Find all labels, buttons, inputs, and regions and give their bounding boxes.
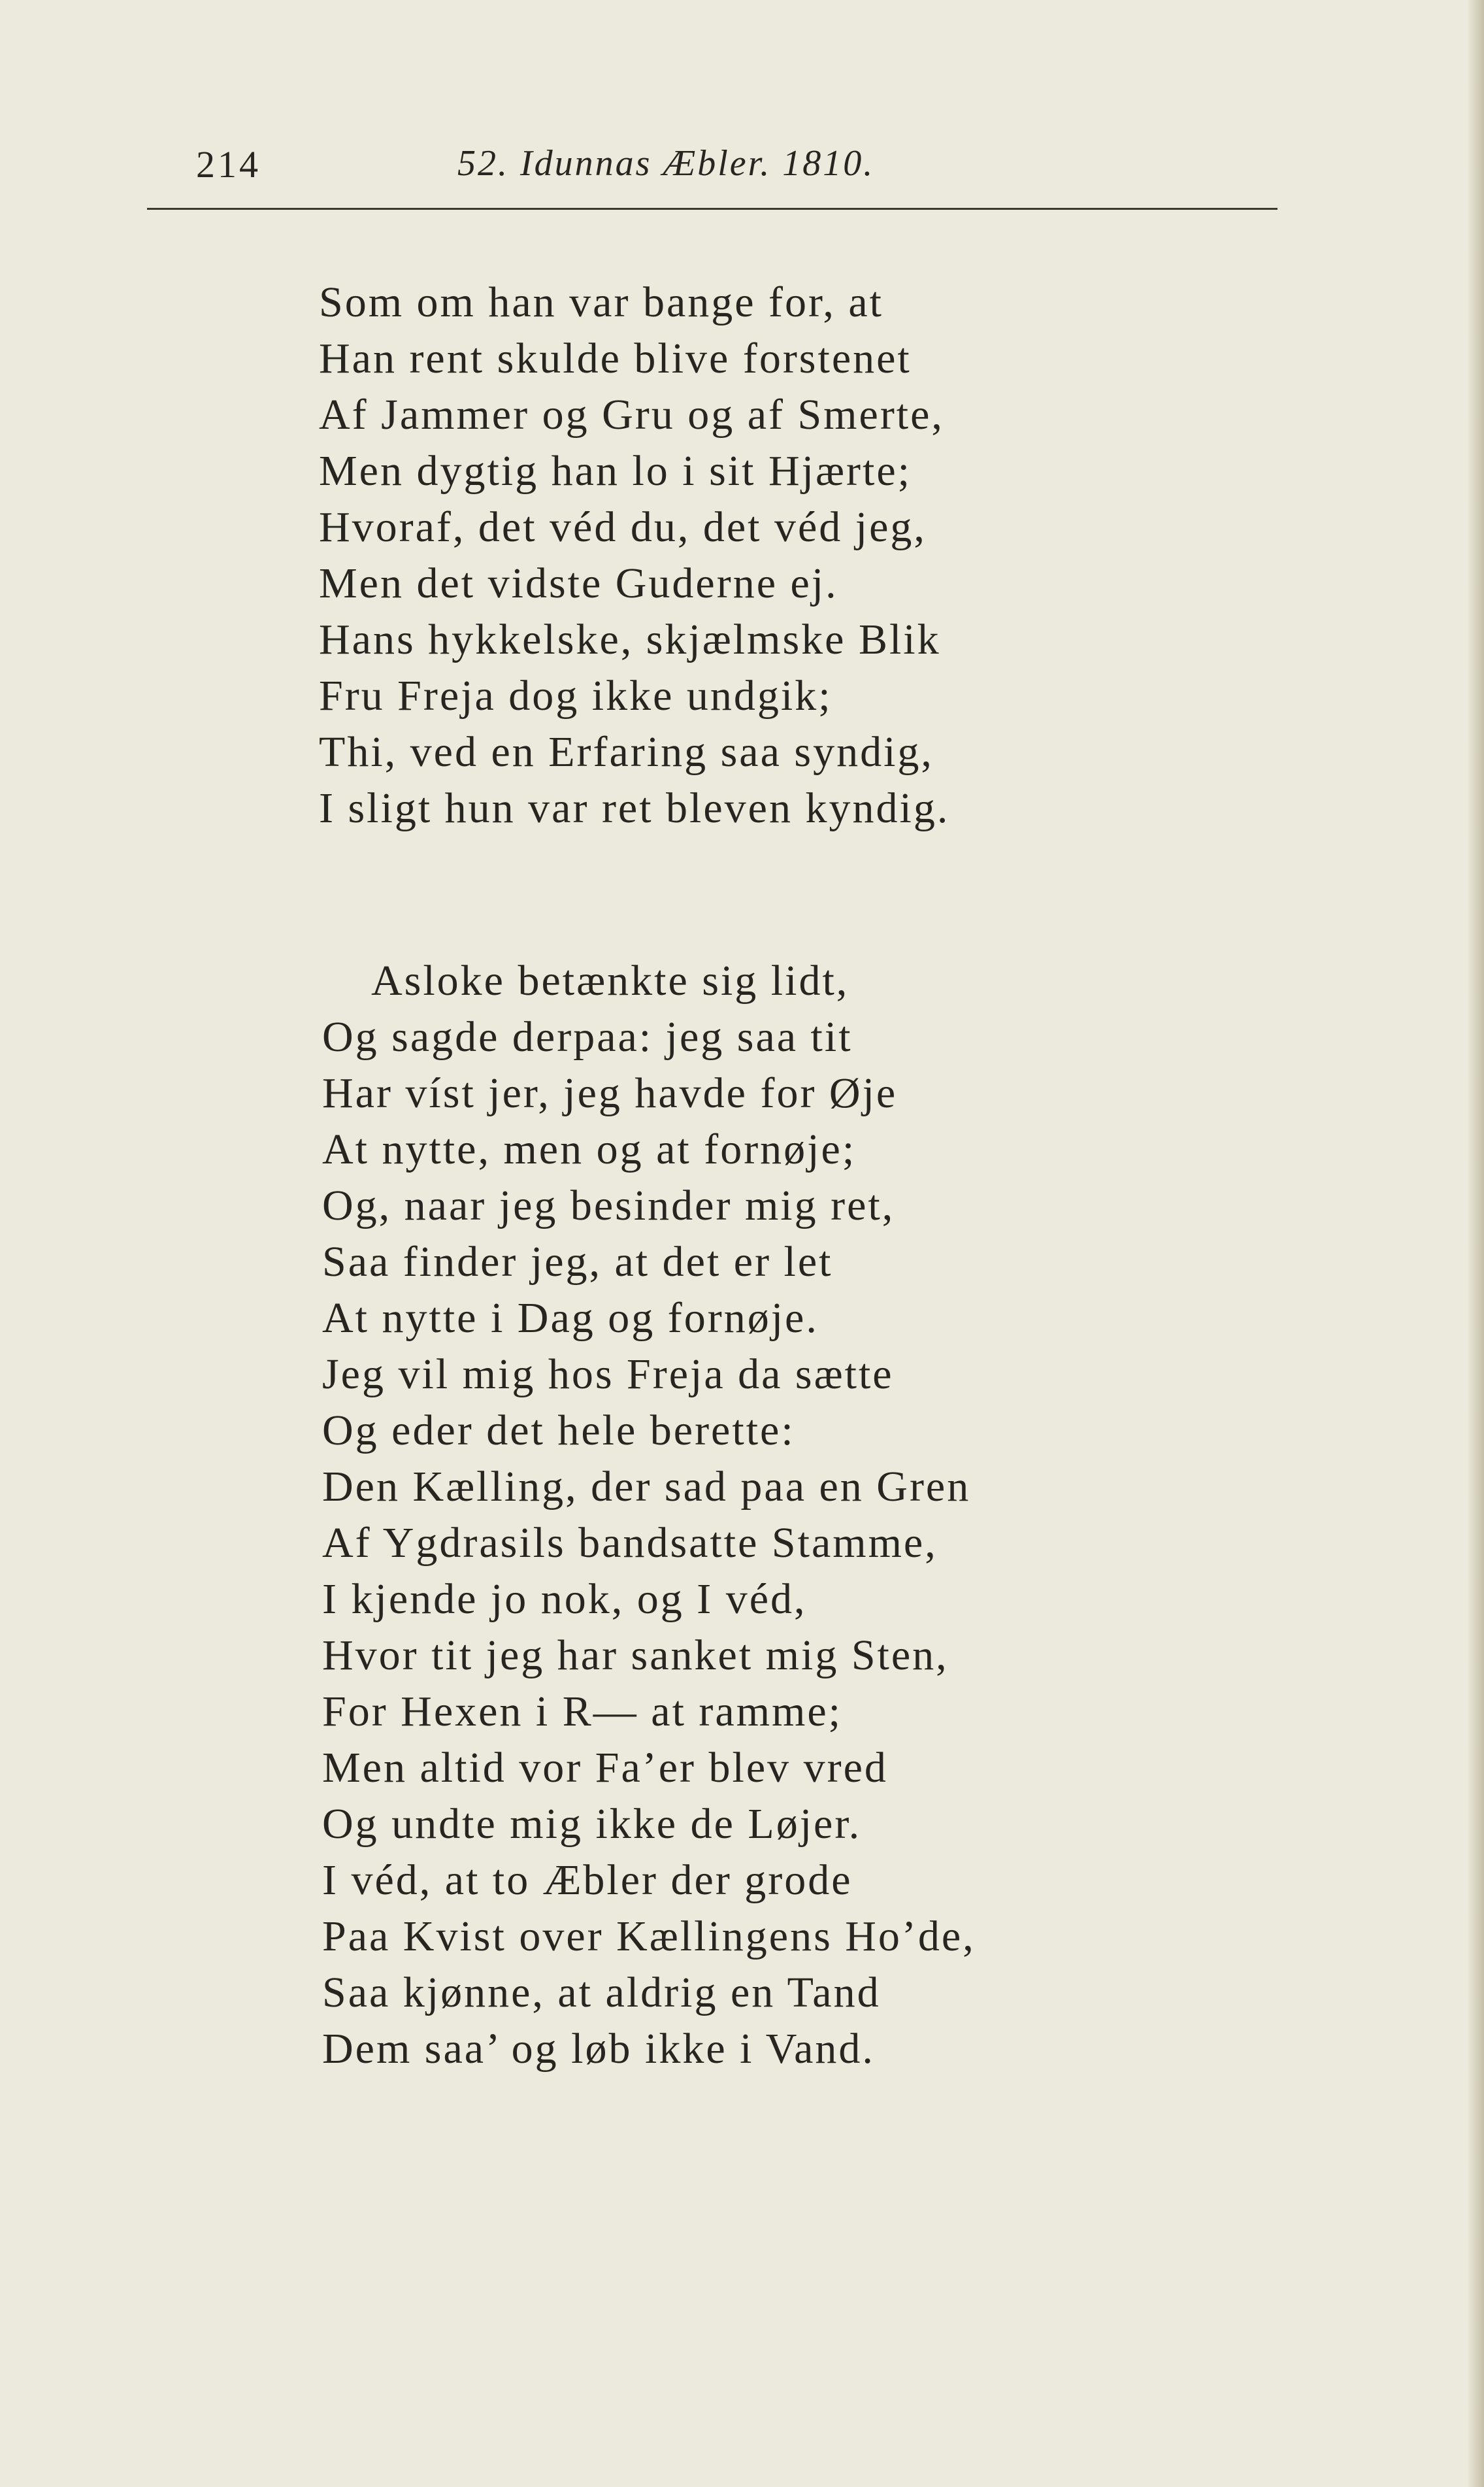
verse-line: Har víst jer, jeg havde for Øje	[322, 1069, 898, 1117]
verse-line: At nytte, men og at fornøje;	[322, 1126, 857, 1173]
verse-line: I véd, at to Æbler der grode	[322, 1856, 853, 1904]
verse-line: Og sagde derpaa: jeg saa tit	[322, 1013, 853, 1061]
verse-line: Og undte mig ikke de Løjer.	[322, 1800, 862, 1848]
running-header	[196, 142, 1144, 195]
page-number: 214	[196, 143, 261, 186]
header-rule	[147, 208, 1278, 210]
stanza-2	[322, 953, 976, 2077]
stanza-1	[319, 275, 949, 837]
page-edge	[1467, 0, 1484, 2487]
verse-line: Han rent skulde blive forstenet	[319, 335, 912, 382]
verse-line: Som om han var bange for, at	[319, 278, 883, 326]
verse-line: I sligt hun var ret bleven kyndig.	[319, 784, 950, 832]
verse-line: Hvoraf, det véd du, det véd jeg,	[319, 503, 927, 551]
verse-line: Dem saa’ og løb ikke i Vand.	[322, 2025, 875, 2073]
verse-line: Saa kjønne, at aldrig en Tand	[322, 1969, 881, 2016]
verse-line: Saa finder jeg, at det er let	[322, 1238, 833, 1286]
verse-line: Asloke betænkte sig lidt,	[371, 957, 849, 1005]
verse-line: Paa Kvist over Kællingens Ho’de,	[322, 1912, 976, 1960]
verse-line: Og, naar jeg besinder mig ret,	[322, 1182, 895, 1229]
verse-line: Af Ygdrasils bandsatte Stamme,	[322, 1519, 938, 1567]
verse-line: At nytte i Dag og fornøje.	[322, 1294, 819, 1342]
verse-line: Af Jammer og Gru og af Smerte,	[319, 391, 944, 439]
verse-line: Men det vidste Guderne ej.	[319, 559, 838, 607]
verse-line: Thi, ved en Erfaring saa syndig,	[319, 728, 934, 776]
verse-line: Den Kælling, der sad paa en Gren	[322, 1463, 971, 1511]
verse-line: Hans hykkelske, skjælmske Blik	[319, 616, 941, 663]
verse-line: For Hexen i R— at ramme;	[322, 1688, 843, 1735]
verse-line: Men dygtig han lo i sit Hjærte;	[319, 447, 912, 495]
verse-line: Men altid vor Fa’er blev vred	[322, 1744, 888, 1792]
verse-line: I kjende jo nok, og I véd,	[322, 1575, 807, 1623]
verse-line: Fru Freja dog ikke undgik;	[319, 672, 833, 720]
verse-line: Jeg vil mig hos Freja da sætte	[322, 1350, 894, 1398]
running-title: 52. Idunnas Æbler. 1810.	[457, 143, 875, 184]
verse-line: Hvor tit jeg har sanket mig Sten,	[322, 1631, 949, 1679]
verse-line: Og eder det hele berette:	[322, 1407, 795, 1454]
